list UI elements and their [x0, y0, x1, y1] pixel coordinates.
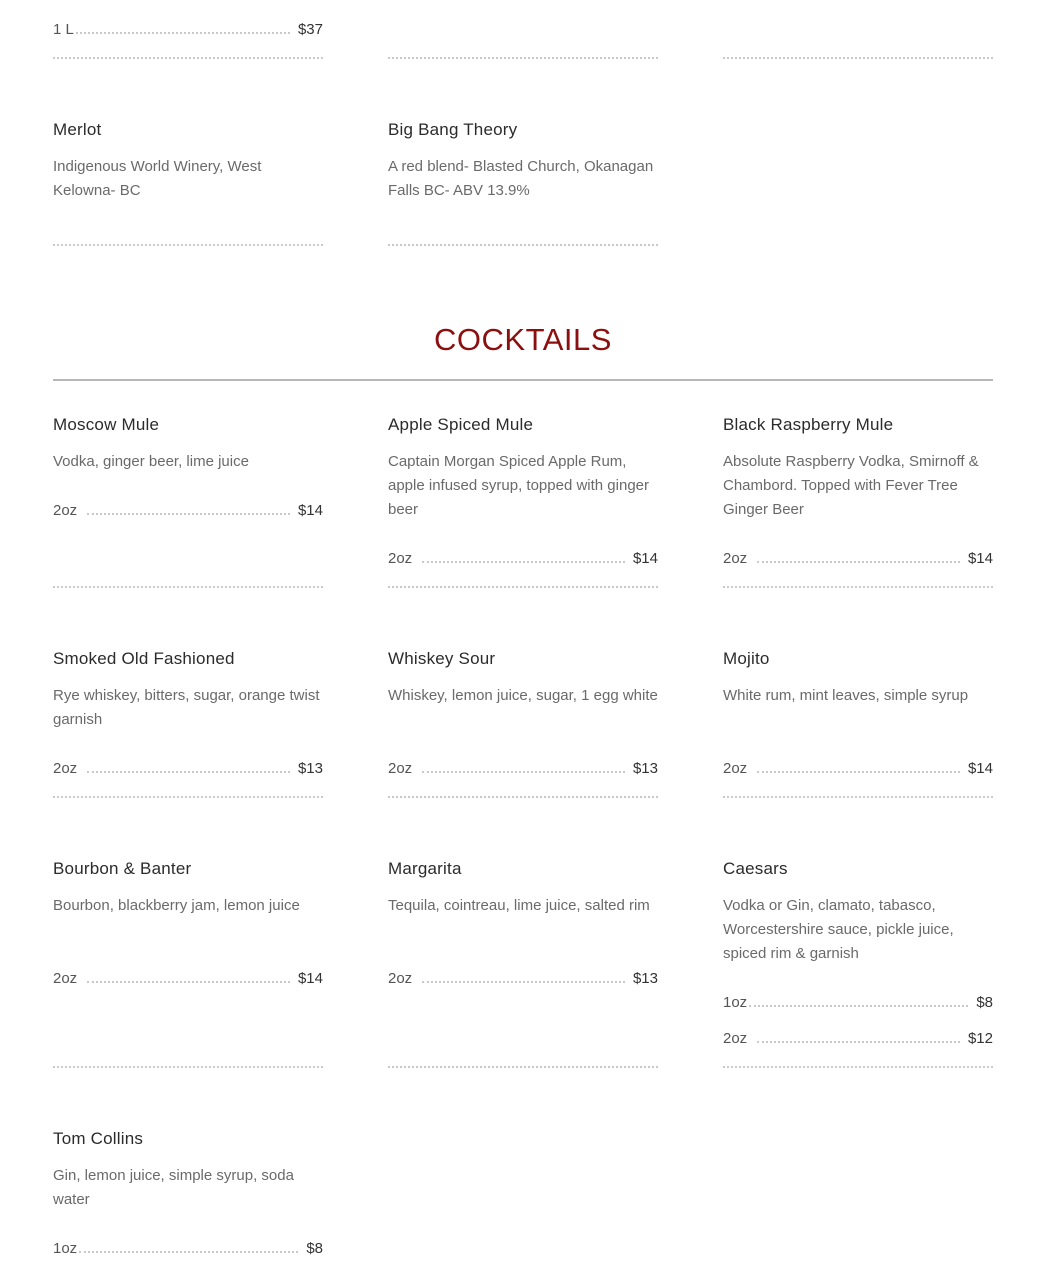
size-label: 2oz — [388, 760, 413, 777]
item-description: White rum, mint leaves, simple syrup — [723, 687, 969, 704]
item-name: Apple Spiced Mule — [388, 415, 534, 434]
item-divider — [388, 244, 658, 246]
item-divider — [53, 1066, 323, 1068]
item-name: Smoked Old Fashioned — [53, 649, 235, 668]
dot-leader — [422, 561, 625, 563]
size-label: 2oz — [388, 970, 413, 987]
price: $12 — [967, 1030, 993, 1047]
size-label: 2oz — [723, 550, 748, 567]
size-label: 2oz — [723, 1030, 748, 1047]
dot-leader — [76, 32, 290, 34]
item-divider — [388, 796, 658, 798]
item-description: Indigenous World Winery, West Kelowna- BC — [53, 158, 262, 199]
item-divider — [53, 244, 323, 246]
item-name: Big Bang Theory — [388, 120, 518, 139]
price: $37 — [297, 21, 323, 38]
size-label: 1oz — [723, 994, 748, 1011]
item-name: Tom Collins — [53, 1129, 144, 1148]
dot-leader — [757, 1041, 960, 1043]
item-divider — [723, 1066, 993, 1068]
price: $13 — [632, 970, 658, 987]
item-description: Vodka, ginger beer, lime juice — [53, 453, 249, 470]
item-description: Bourbon, blackberry jam, lemon juice — [53, 897, 300, 914]
section-title: COCKTAILS — [434, 322, 612, 357]
item-description: Tequila, cointreau, lime juice, salted rim — [388, 897, 650, 914]
item-name: Caesars — [723, 859, 788, 878]
item-divider — [723, 796, 993, 798]
size-label: 2oz — [53, 502, 78, 519]
price: $13 — [632, 760, 658, 777]
item-name: Mojito — [723, 649, 770, 668]
price: $14 — [632, 550, 658, 567]
item-name: Black Raspberry Mule — [723, 415, 894, 434]
item-divider — [53, 57, 323, 59]
price: $8 — [306, 1240, 323, 1257]
dot-leader — [87, 771, 290, 773]
item-description: Absolute Raspberry Vodka, Smirnoff & Chambord. Topped with Fever Tree Ginger Beer — [723, 453, 979, 518]
dot-leader — [87, 981, 290, 983]
price-row — [53, 757, 323, 777]
price-row — [53, 18, 323, 38]
price: $14 — [297, 970, 323, 987]
dot-leader — [757, 771, 960, 773]
price: $14 — [297, 502, 323, 519]
price-row — [53, 967, 323, 987]
item-description: Vodka or Gin, clamato, tabasco, Worcestershire sauce, pickle juice, spiced rim & garnish — [723, 897, 954, 962]
price-row — [388, 967, 658, 987]
item-description: A red blend- Blasted Church, Okanagan Falls BC- ABV 13.9% — [388, 158, 654, 199]
size-label: 2oz — [53, 970, 78, 987]
dot-leader — [422, 771, 625, 773]
size-label: 1oz — [53, 1240, 78, 1257]
price-row — [723, 757, 993, 777]
item-divider — [388, 1066, 658, 1068]
dot-leader — [422, 981, 625, 983]
item-name: Whiskey Sour — [388, 649, 496, 668]
dot-leader — [757, 561, 960, 563]
dot-leader — [79, 1251, 298, 1253]
size-label: 2oz — [53, 760, 78, 777]
item-description: Gin, lemon juice, simple syrup, soda water — [53, 1167, 294, 1208]
price: $14 — [967, 550, 993, 567]
price-row — [53, 1237, 323, 1257]
item-divider — [723, 586, 993, 588]
price-row — [723, 991, 993, 1011]
price-row — [723, 1027, 993, 1047]
price-row — [53, 499, 323, 519]
dot-leader — [87, 513, 290, 515]
item-description: Rye whiskey, bitters, sugar, orange twist garnish — [53, 687, 320, 728]
item-divider — [53, 586, 323, 588]
item-name: Merlot — [53, 120, 102, 139]
price-row — [388, 757, 658, 777]
price: $14 — [967, 760, 993, 777]
price: $8 — [976, 994, 993, 1011]
price-row — [723, 547, 993, 567]
item-divider — [388, 586, 658, 588]
size-label: 2oz — [723, 760, 748, 777]
price: $13 — [297, 760, 323, 777]
price-row — [388, 547, 658, 567]
size-label: 1 L — [53, 21, 74, 38]
item-description: Whiskey, lemon juice, sugar, 1 egg white — [388, 687, 658, 704]
item-divider — [723, 57, 993, 59]
size-label: 2oz — [388, 550, 413, 567]
item-divider — [388, 57, 658, 59]
item-name: Margarita — [388, 859, 462, 878]
item-name: Bourbon & Banter — [53, 859, 192, 878]
dot-leader — [749, 1005, 968, 1007]
section-divider — [53, 379, 993, 381]
item-divider — [53, 796, 323, 798]
item-description: Captain Morgan Spiced Apple Rum, apple infused syrup, topped with ginger beer — [388, 453, 650, 518]
item-name: Moscow Mule — [53, 415, 160, 434]
